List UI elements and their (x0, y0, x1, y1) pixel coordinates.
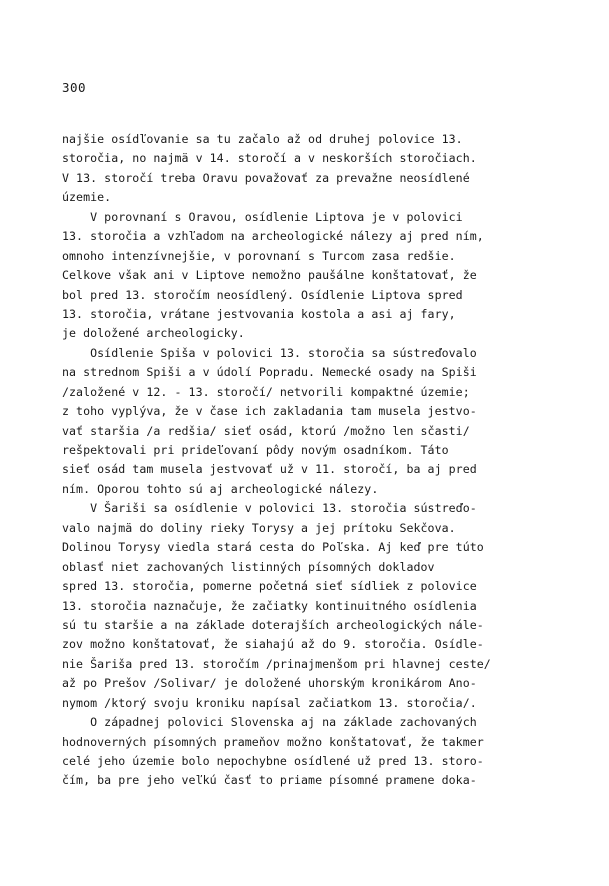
text-line: V 13. storočí treba Oravu považovať za prevažne neosídlené (62, 170, 470, 185)
text-line: 13. storočia naznačuje, že začiatky kontinuitného osídlenia (62, 598, 477, 613)
text-line: až po Prešov /Solivar/ je doložené uhorským kronikárom Ano- (62, 676, 477, 691)
text-line: ním. Oporou tohto sú aj archeologické nálezy. (62, 481, 379, 496)
text-line: 13. storočia, vrátane jestvovania kostola a asi aj fary, (62, 306, 456, 321)
text-line: nymom /ktorý svoju kroniku napísal začiatkom 13. storočia/. (62, 695, 477, 710)
text-line: storočia, no najmä v 14. storočí a v neskorších storočiach. (62, 151, 477, 166)
text-line: sú tu staršie a na základe doterajších archeologických nále- (62, 617, 484, 632)
text-line: omnoho intenzívnejšie, v porovnaní s Turcom zasa redšie. (62, 248, 456, 263)
text-line: na strednom Spiši a v údolí Popradu. Nemecké osady na Spiši (62, 365, 477, 380)
text-line: zov možno konštatovať, že siahajú až do 9. storočia. Osídle- (62, 637, 484, 652)
text-line: O západnej polovici Slovenska aj na základe zachovaných (62, 715, 477, 730)
text-line: sieť osád tam musela jestvovať už v 11. storočí, ba aj pred (62, 462, 477, 477)
text-line: najšie osídľovanie sa tu začalo až od druhej polovice 13. (62, 132, 463, 146)
text-line: nie Šariša pred 13. storočím /prinajmenšom pri hlavnej ceste/ (62, 656, 491, 671)
page-number: 300 (62, 80, 87, 95)
text-line: Dolinou Torysy viedla stará cesta do Poľska. Aj keď pre túto (62, 540, 484, 555)
text-line: vať staršia /a redšia/ sieť osád, ktorú /možno len sčasti/ (62, 423, 470, 438)
text-line: 13. storočia a vzhľadom na archeologické nálezy aj pred ním, (62, 229, 484, 244)
text-line: bol pred 13. storočím neosídlený. Osídlenie Liptova spred (62, 287, 463, 302)
text-line: je doložené archeologicky. (62, 326, 245, 341)
text-line: Celkove však ani v Liptove nemožno paušálne konštatovať, že (62, 268, 477, 283)
body-text (62, 130, 562, 791)
text-line: /založené v 12. - 13. storočí/ netvorili kompaktné územie; (62, 384, 470, 399)
text-line: celé jeho územie bolo nepochybne osídlené už pred 13. storo- (62, 754, 484, 768)
text-line: V porovnaní s Oravou, osídlenie Liptova je v polovici (62, 209, 463, 224)
text-line: V Šariši sa osídlenie v polovici 13. storočia sústreďo- (62, 501, 477, 516)
text-line: spred 13. storočia, pomerne početná sieť sídliek z polovice (62, 579, 477, 594)
text-line: čím, ba pre jeho veľkú časť to priame písomné pramene doka- (62, 773, 477, 788)
text-line: rešpektovali pri prideľovaní pôdy novým osadníkom. Táto (62, 443, 449, 457)
text-line: z toho vyplýva, že v čase ich zakladania tam musela jestvo- (62, 404, 477, 419)
text-line: valo najmä do doliny rieky Torysy a jej prítoku Sekčova. (62, 520, 456, 535)
text-line: územie. (62, 190, 112, 205)
text-line: Osídlenie Spiša v polovici 13. storočia sa sústreďovalo (62, 345, 477, 360)
text-line: hodnoverných písomných prameňov možno konštatovať, že takmer (62, 734, 484, 749)
text-line: oblasť niet zachovaných listinných písomných dokladov (62, 559, 435, 574)
